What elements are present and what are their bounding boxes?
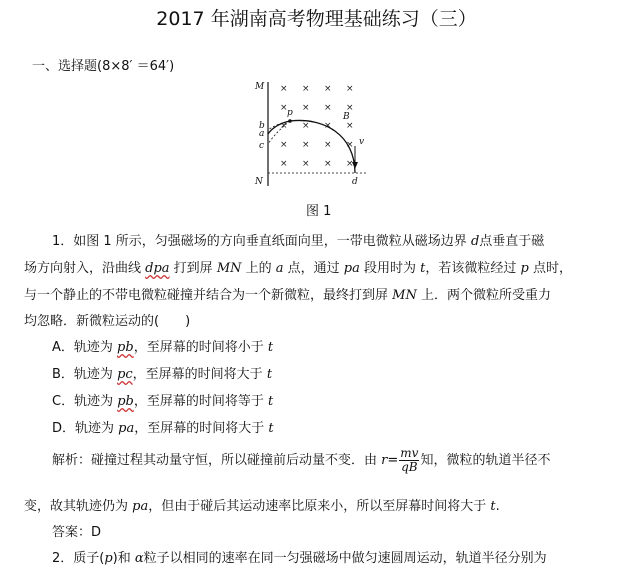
svg-text:×: ×: [302, 121, 310, 131]
point-p: [288, 119, 292, 123]
svg-text:×: ×: [302, 140, 310, 150]
option-a: A．轨迹为 pb，至屏幕的时间将小于 t: [52, 340, 274, 355]
svg-text:×: ×: [324, 121, 332, 131]
q1-line-4: 均忽略．新微粒运动的( ): [24, 314, 191, 329]
label-p: p: [287, 108, 293, 118]
figure-magnetic-field: [254, 80, 379, 188]
q1-line-3: 与一个静止的不带电微粒碰撞并结合为一个新微粒，最终打到屏 MN 上．两个微粒所受重力: [24, 288, 551, 303]
label-d: d: [352, 177, 358, 187]
q1-line-2: 场方向射入，沿曲线 dpa 打到屏 MN 上的 a 点，通过 pa 段用时为 t，若该微粒经过 p 点时，: [24, 261, 572, 276]
label-v: v: [359, 137, 365, 147]
svg-text:×: ×: [324, 159, 332, 169]
svg-text:×: ×: [280, 140, 288, 150]
option-c: C．轨迹为 pb，至屏幕的时间将等于 t: [52, 394, 274, 409]
label-n: N: [255, 177, 263, 187]
svg-text:×: ×: [346, 159, 354, 169]
radius-formula: $\frac{mv}{qB}$: [400, 446, 419, 474]
svg-text:×: ×: [324, 140, 332, 150]
svg-text:×: ×: [302, 84, 310, 94]
label-b-field: B: [343, 112, 350, 122]
svg-text:×: ×: [280, 103, 288, 113]
field-crosses: [280, 84, 354, 169]
answer-line: 答案：D: [52, 525, 102, 540]
svg-text:×: ×: [280, 84, 288, 94]
svg-text:×: ×: [346, 103, 354, 113]
svg-text:×: ×: [324, 84, 332, 94]
svg-text:×: ×: [280, 121, 288, 131]
svg-text:×: ×: [302, 103, 310, 113]
analysis-line-2: 变，故其轨迹仍为 pa，但由于碰后其运动速率比原来小，所以至屏幕时间将大于 t.: [24, 499, 500, 514]
svg-text:×: ×: [324, 103, 332, 113]
svg-text:×: ×: [346, 140, 354, 150]
section-heading: 一、选择题(8×8′ ＝64′): [32, 59, 175, 74]
q1-line-1: 1．如图 1 所示，匀强磁场的方向垂直纸面向里，一带电微粒从磁场边界 d点垂直于磁: [52, 234, 545, 249]
label-m: M: [255, 82, 265, 92]
label-a: a: [259, 129, 265, 139]
svg-text:×: ×: [346, 121, 354, 131]
svg-text:×: ×: [302, 159, 310, 169]
q2-line-1: 2．质子(p)和 α粒子以相同的速率在同一匀强磁场中做匀速圆周运动，轨道半径分别为: [52, 551, 547, 566]
page-title: 2017 年湖南高考物理基础练习（三）: [156, 8, 477, 30]
analysis-line-1: 解析：碰撞过程其动量守恒，所以碰撞前后动量不变．由 r= $\frac{mv}{qB}$ 知，微粒的轨道半径不: [52, 446, 551, 474]
label-c: c: [259, 141, 265, 151]
label-b: b: [259, 121, 265, 131]
option-b: B．轨迹为 pc，至屏幕的时间将大于 t: [52, 367, 273, 382]
option-d: D．轨迹为 pa，至屏幕的时间将大于 t: [52, 421, 274, 436]
figure-caption: 图 1: [306, 204, 332, 219]
svg-text:×: ×: [280, 159, 288, 169]
svg-text:×: ×: [346, 84, 354, 94]
